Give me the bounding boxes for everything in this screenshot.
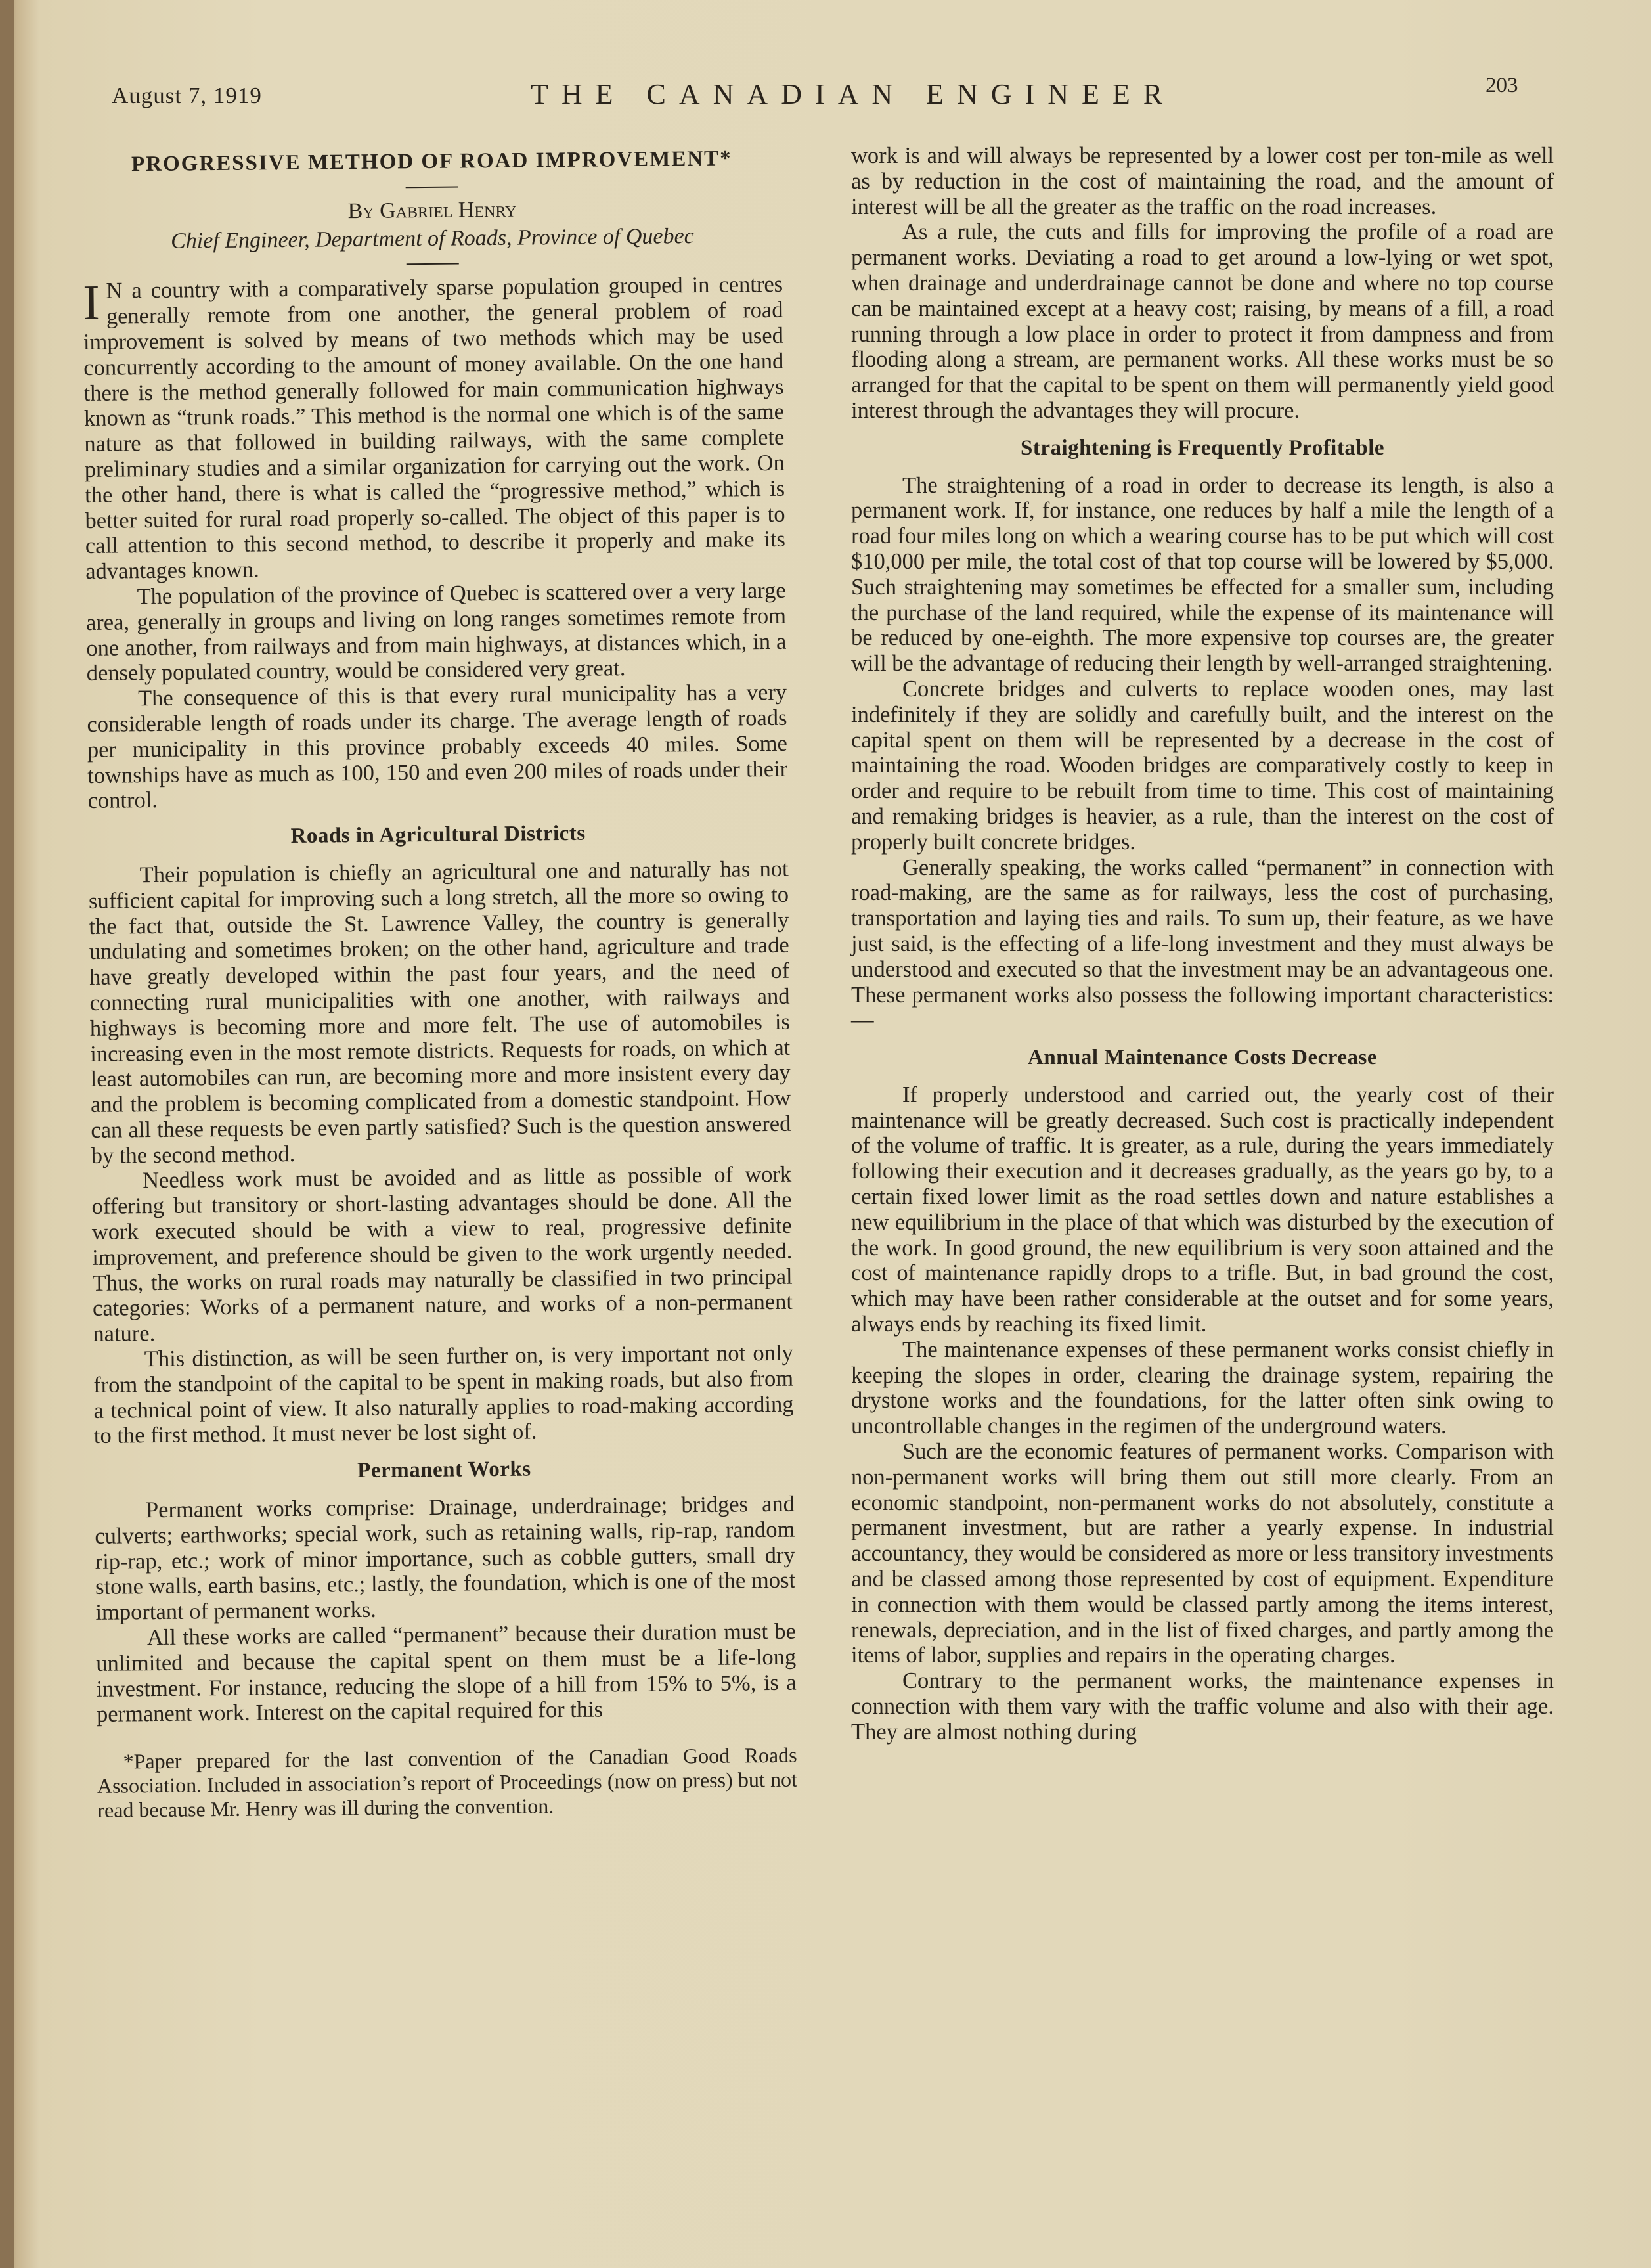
paragraph: All these works are called “permanent” because their duration must be unlimited and because the capital spent on them must be a life-long investment. For instance, reducing the slope of a hill from 15% to 5%, is a permanent work. Interest on the capital required for this xyxy=(96,1618,797,1727)
paragraph: The maintenance expenses of these permanent works consist chiefly in keeping the slopes in order, clearing the drainage system, repairing the drystone works and the foundations, for the latter often sink owing to uncontrollable changes in the regimen of the underground waters. xyxy=(851,1337,1554,1439)
byline: By Gabriel Henry xyxy=(347,197,517,223)
byline-rule xyxy=(407,263,459,265)
title-rule xyxy=(406,186,458,188)
section-heading: Roads in Agricultural Districts xyxy=(290,821,586,849)
paragraph: Contrary to the permanent works, the maintenance expenses in connection with them vary with the traffic volume and also with their age. They are almost nothing during xyxy=(851,1668,1554,1745)
paragraph: Needless work must be avoided and as little as possible of work offering but transitory or short-lasting advantages should be done. All the work executed should be with a view to real, progressive definite improvement, and preference should be given to the work urgently needed. Thus, the works on rural roads may naturally be classified in two principal categories: Works of a permanent nature, and works of a non-permanent nature. xyxy=(91,1162,793,1347)
paragraph: Permanent works comprise: Drainage, underdrainage; bridges and culverts; earthworks; special work, such as retaining walls, rip-rap, random rip-rap, etc.; work of minor importance, such as cobble gutters, small dry stone walls, earth basins, etc.; lastly, the foundation, which is one of the most important of permanent works. xyxy=(95,1491,796,1626)
drop-cap: I xyxy=(82,275,100,331)
paragraph: If properly understood and carried out, the yearly cost of their maintenance will be greatly decreased. Such cost is practically independent of the volume of traffic. It is greater, as a rule, during the years immediately following their execution and it decreases gradually, as the years go by, to a certain fixed lower limit as the road settles down and nature establishes a new equilibrium in the place of that which was disturbed by the execution of the work. In good ground, the new equilibrium is very soon attained and the cost of maintenance rapidly drops to a trifle. But, in bad ground the cost, which may have been rather considerable at the outset and for some years, always ends by reaching its fixed limit. xyxy=(851,1082,1554,1337)
page-number: 203 xyxy=(1486,74,1518,97)
journal-title: THE CANADIAN ENGINEER xyxy=(531,78,1176,110)
paragraph: Such are the economic features of permanent works. Comparison with non-permanent works will bring them out still more clearly. From an economic standpoint, non-permanent works do not absolutely, constitute a permanent investment, but are rather a yearly expense. In industrial accountancy, they would be considered as more or less transitory investments and be classed among those represented by cost of equipment. Expenditure in connection with them would be classed partly among the items interest, renewals, depreciation, and in the list of fixed charges, and partly among the items of labor, supplies and repairs in the operating charges. xyxy=(851,1439,1554,1668)
paragraph: The consequence of this is that every rural municipality has a very considerable length of roads under its charge. The average length of roads per municipality in this province probably exceeds 40 miles. Some townships have as much as 100, 150 and even 200 miles of roads under their control. xyxy=(87,679,788,814)
section-heading: Annual Maintenance Costs Decrease xyxy=(1028,1046,1377,1070)
running-header xyxy=(0,71,1651,123)
paragraph: The population of the province of Quebec is scattered over a very large area, generally in groups and living on long ranges sometimes remote from one another, from railways and from main highways, at distances which, in a densely populated country, would be considered very great. xyxy=(85,577,787,686)
paragraph: I N a country with a comparatively sparse population grouped in centres generally remote from one another, the general problem of road improvement is solved by means of two methods which may be used concurrently according to the amount of money available. On the one hand there is the method generally followed for main communication highways known as “trunk roads.” This method is the normal one which is of the same nature as that followed in building railways, with the same complete preliminary studies and a similar organization for carrying out the work. On the other hand, there is what is called the “progressive method,” which is better suited for rural road properly so-called. The object of this paper is to call attention to this second method, to describe it properly and make its advantages known. xyxy=(82,272,786,585)
article-title: PROGRESSIVE METHOD OF ROAD IMPROVEMENT* xyxy=(131,146,732,177)
paragraph: This distinction, as will be seen further on, is very important not only from the standpoint of the capital to be spent in making roads, but also from a technical point of view. It also naturally applies to road-making according to the first method. It must never be lost sight of. xyxy=(93,1340,794,1449)
issue-date: August 7, 1919 xyxy=(112,83,262,108)
paragraph: work is and will always be represented by a lower cost per ton-mile as well as by reduction in the cost of maintaining the road, and the amount of interest will be all the greater as the traffic on the road increases. xyxy=(851,143,1554,219)
left-column xyxy=(81,137,802,2245)
footnote xyxy=(97,1743,797,1823)
paragraph: Their population is chiefly an agricultural one and naturally has not sufficient capital for improving such a long stretch, all the more so owing to the fact that, outside the St. Lawrence Valley, the country is generally undulating and sometimes broken; on the other hand, agriculture and trade have greatly developed within the past four years, and the need of connecting rural municipalities with one another, with railways and highways is becoming more and more felt. The use of automobiles is increasing even in the most remote districts. Requests for roads, on which at least automobiles can run, are becoming more and more insistent every day and the problem is becoming complicated from a domestic standpoint. How can all these requests be even partly satisfied? Such is the question answered by the second method. xyxy=(88,856,791,1168)
paragraph: As a rule, the cuts and fills for improving the profile of a road are permanent works. Deviating a road to get around a low-lying or wet spot, when drainage and underdrainage cannot be done and where no top course can be maintained except at a heavy cost; raising, by means of a fill, a road running through a low place in order to protect it from dampness and from flooding along a stream, are permanent works. All these works must be so arranged for that the capital to be spent on them will permanently yield good interest through the advantages they will procure. xyxy=(851,219,1554,423)
paragraph: Generally speaking, the works called “permanent” in connection with road-making, are the same as for railways, less the cost of purchasing, transportation and laying ties and rails. To sum up, their feature, as we have just said, is the effecting of a life-long investment and they must always be understood and executed so that the investment may be an advantageous one. These permanent works also possess the following important characteristics:— xyxy=(851,855,1554,1033)
section-heading: Straightening is Frequently Profitable xyxy=(1020,435,1385,460)
section-heading: Permanent Works xyxy=(357,1457,531,1483)
paragraph: The straightening of a road in order to decrease its length, is also a permanent work. If, for instance, one reduces by half a mile the length of a road four miles long on which a wearing course has to be put which will cost $10,000 per mile, the total cost of that top course will be lowered by $5,000. Such straightening may sometimes be effected for a smaller sum, including the purchase of the land required, while the expense of its maintenance will be reduced by one-eighth. The more expensive top courses are, the greater will be the advantage of reducing their length by well-arranged straightening. xyxy=(851,472,1554,677)
author-affiliation: Chief Engineer, Department of Roads, Province of Quebec xyxy=(170,223,694,254)
page-spine-shadow xyxy=(0,0,14,2268)
paragraph: Concrete bridges and culverts to replace wooden ones, may last indefinitely if they are solidly and carefully built, and the interest on the capital spent on them will be represented by a decrease in the cost of maintaining the road. Wooden bridges are comparatively costly to keep in order and require to be rebuilt from time to time. This cost of maintaining and remaking bridges is heavier, as a rule, than the interest on the cost of properly built concrete bridges. xyxy=(851,676,1554,855)
right-column xyxy=(851,143,1554,2245)
footnote-text: *Paper prepared for the last convention of the Canadian Good Roads Association. Included in association’s report of Proceedings (now on press) but not read because Mr. Henry was ill during the convention. xyxy=(97,1743,798,1823)
